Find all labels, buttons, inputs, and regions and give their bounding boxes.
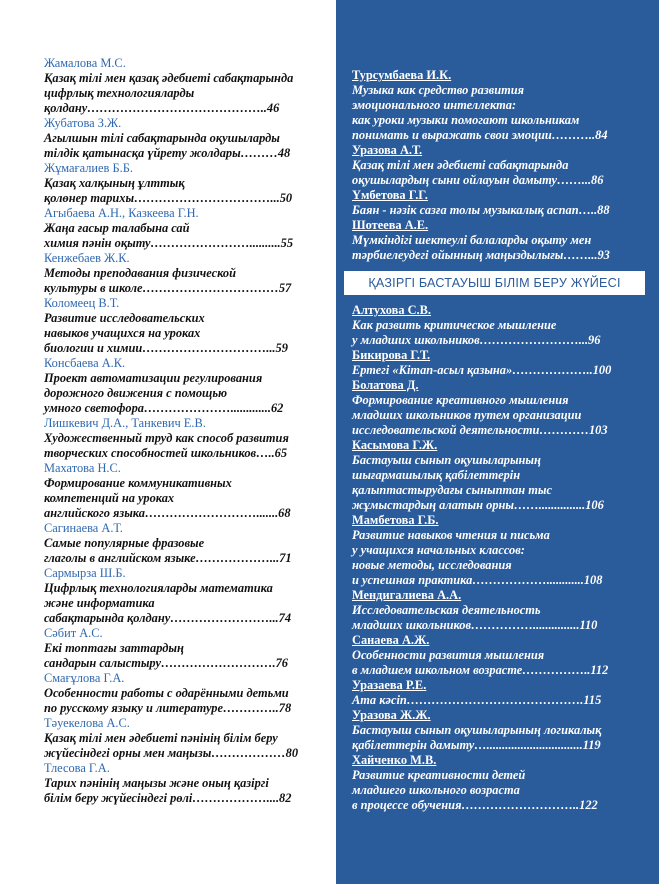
entry-author: Санаева А.Ж. [352, 633, 430, 647]
entry-author: Сагинаева А.Т. [44, 521, 123, 535]
entry-author: Жұмағалиев Б.Б. [44, 161, 133, 175]
toc-entry [44, 161, 316, 206]
entry-title: Цифрлық технологияларды математика және информатика сабақтарында қолдану……………………...74 [44, 581, 292, 625]
toc-entry [44, 626, 316, 671]
entry-title: Қазақ тілі мен әдебиеті пәнінің білім беру жүйесіндегі орны мен маңызы………………80 [44, 731, 299, 760]
toc-entry [44, 296, 316, 356]
entry-title: Қазақ тілі мен әдебиеті сабақтарында оқушылардың сыни ойлауын дамыту……...86 [352, 158, 604, 187]
entry-title: Развитие навыков чтения и письма у учащихся начальных классов: новые методы, исследования и успешная практика………………............108 [352, 528, 603, 587]
entry-title: Бастауыш сынып оқушыларының логикалық қабілеттерін дамыту…...............................119 [352, 723, 602, 752]
entry-author: Алтухова С.В. [352, 303, 432, 317]
entry-title: Жаңа ғасыр талабына сай химия пәнін оқыту……………………..........55 [44, 221, 294, 250]
entry-title: Тарих пәнінің маңызы және оның қазіргі білім беру жүйесіндегі рөлі………………....82 [44, 776, 292, 805]
toc-entry [44, 671, 316, 716]
toc-entry [44, 521, 316, 566]
toc-entry [352, 378, 637, 438]
right-contents-bottom [352, 303, 637, 813]
entry-title: Ата кәсіп…………………………………….115 [352, 693, 602, 707]
entry-title: Проект автоматизации регулирования дорожного движения с помощью умного светофора………………….............62 [44, 371, 284, 415]
entry-author: Смағұлова Г.А. [44, 671, 125, 685]
toc-entry [44, 761, 316, 806]
entry-author: Агыбаева А.Н., Казкеева Г.Н. [44, 206, 199, 220]
toc-entry [352, 68, 637, 143]
toc-entry [352, 188, 637, 218]
entry-author: Касымова Г.Ж. [352, 438, 438, 452]
entry-author: Консбаева А.К. [44, 356, 126, 370]
entry-title: Бастауыш сынып оқушыларының шығармашылық қабілеттерін қалыптастырудағы сыныптан тыс жұмыстардың алатын орны……...............106 [352, 453, 604, 512]
entry-author: Тлесова Г.А. [44, 761, 110, 775]
entry-author: Махатова Н.С. [44, 461, 121, 475]
entry-author: Мамбетова Г.Б. [352, 513, 439, 527]
entry-title: Развитие креативности детей младшего школьного возраста в процессе обучения………………………..122 [352, 768, 598, 812]
entry-title: Екі топтағы заттардың сандарын салыстыру……………………….76 [44, 641, 288, 670]
entry-title: Особенности развития мышления в младшем школьном возрасте……………..112 [352, 648, 609, 677]
entry-author: Сәбит А.С. [44, 626, 103, 640]
toc-entry [352, 678, 637, 708]
entry-title: Формирование коммуникативных компетенций на уроках английского языка……………………….......68 [44, 476, 291, 520]
entry-author: Сармырза Ш.Б. [44, 566, 126, 580]
entry-title: Особенности работы с одарёнными детьми по русскому языку и литературе…………..78 [44, 686, 292, 715]
entry-author: Уразова А.Т. [352, 143, 423, 157]
toc-entry [352, 438, 637, 513]
entry-author: Бикирова Г.Т. [352, 348, 431, 362]
entry-author: Уразаева Р.Е. [352, 678, 427, 692]
entry-title: Баян - нәзік сазға толы музыкалық аспап…..88 [352, 203, 610, 217]
toc-entry [44, 461, 316, 521]
entry-title: Художественный труд как способ развития творческих способностей школьников…..65 [44, 431, 289, 460]
entry-author: Турсумбаева И.К. [352, 68, 452, 82]
entry-title: Исследовательская деятельность младших школьников……………...............110 [352, 603, 598, 632]
toc-entry [44, 416, 316, 461]
entry-title: Музыка как средство развития эмоционального интеллекта: как уроки музыки помогают школьникам понимать и выражать свои эмоции………..84 [352, 83, 608, 142]
entry-author: Кенжебаев Ж.К. [44, 251, 130, 265]
entry-title: Развитие исследовательских навыков учащихся на уроках биологии и химии…………………………...59 [44, 311, 288, 355]
toc-entry [44, 566, 316, 626]
entry-author: Үмбетова Г.Г. [352, 188, 428, 202]
entry-author: Шотеева А.Е. [352, 218, 429, 232]
entry-author: Жамалова М.С. [44, 56, 126, 70]
entry-title: Мүмкіндігі шектеулі балаларды оқыту мен тәрбиелеудегі ойынның маңыздылығы……...93 [352, 233, 610, 262]
toc-entry [44, 356, 316, 416]
toc-entry [352, 708, 637, 753]
entry-title: Ертегі «Кітап-асыл қазына»………………..100 [352, 363, 612, 377]
entry-author: Лишкевич Д.А., Танкевич Е.В. [44, 416, 206, 430]
toc-entry [352, 513, 637, 588]
left-contents-list [44, 56, 316, 806]
toc-entry [352, 753, 637, 813]
toc-entry [44, 251, 316, 296]
right-contents-top [352, 68, 637, 263]
entry-author: Хайченко М.В. [352, 753, 437, 767]
section-heading: ҚАЗІРГІ БАСТАУЫШ БІЛІМ БЕРУ ЖҮЙЕСІ [344, 271, 645, 295]
toc-entry [44, 116, 316, 161]
toc-entry [352, 588, 637, 633]
entry-author: Болатова Д. [352, 378, 419, 392]
toc-entry [352, 143, 637, 188]
entry-title: Қазақ халқының ұлттық қолөнер тарихы……………………………...50 [44, 176, 293, 205]
right-contents-list [352, 68, 637, 813]
toc-entry [352, 348, 637, 378]
entry-author: Коломеец В.Т. [44, 296, 120, 310]
entry-author: Тәуекелова А.С. [44, 716, 130, 730]
entry-title: Как развить критическое мышление у младших школьников……………………...96 [352, 318, 601, 347]
entry-title: Самые популярные фразовые глаголы в английском языке………………...71 [44, 536, 292, 565]
entry-author: Мендигалиева А.А. [352, 588, 462, 602]
toc-entry [44, 206, 316, 251]
toc-entry [352, 633, 637, 678]
toc-entry [44, 716, 316, 761]
toc-entry [44, 56, 316, 116]
entry-title: Формирование креативного мышления младших школьников путем организации исследовательской деятельности…………103 [352, 393, 608, 437]
entry-title: Қазақ тілі мен қазақ әдебиеті сабақтарында цифрлық технологияларды қолдану……………………………………..46 [44, 71, 294, 115]
entry-author: Жубатова З.Ж. [44, 116, 122, 130]
toc-entry [352, 218, 637, 263]
entry-title: Методы преподавания физической культуры в школе……………………………57 [44, 266, 292, 295]
toc-entry [352, 303, 637, 348]
entry-title: Агылшын тілі сабақтарында оқушыларды тілдік қатынасқа үйрету жолдары………48 [44, 131, 291, 160]
entry-author: Уразова Ж.Ж. [352, 708, 431, 722]
